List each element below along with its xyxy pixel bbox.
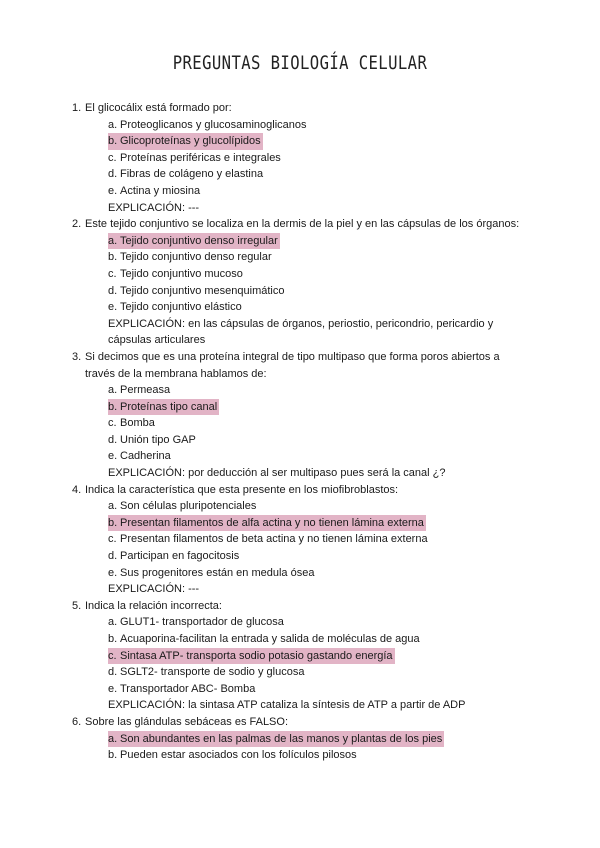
- option-letter: a.: [108, 732, 118, 745]
- answer-option: [108, 747, 532, 764]
- option-letter: a.: [108, 384, 118, 397]
- answer-option-content: [108, 117, 307, 134]
- answer-option: [108, 614, 532, 631]
- option-text: Fibras de colágeno y elastina: [120, 168, 264, 181]
- answer-option-content: [108, 166, 263, 183]
- correct-answer-highlight: [108, 233, 280, 250]
- option-text: Pueden estar asociados con los folículos pilosos: [120, 749, 357, 762]
- option-letter: e.: [108, 301, 118, 314]
- answer-option: [108, 266, 532, 283]
- answer-option: [108, 299, 532, 316]
- correct-answer-highlight: [108, 399, 219, 416]
- answer-option-content: [108, 498, 256, 515]
- option-letter: e.: [108, 184, 118, 197]
- answer-option: [108, 681, 532, 698]
- question-item: [72, 100, 532, 216]
- option-letter: b.: [108, 251, 118, 264]
- option-letter: c.: [108, 649, 117, 662]
- option-letter: d.: [108, 284, 118, 297]
- question-number: 4.: [72, 483, 82, 496]
- answer-option: [108, 399, 532, 416]
- option-text: Participan en fagocitosis: [120, 550, 240, 563]
- answer-option: [108, 233, 532, 250]
- answer-options: [108, 117, 532, 200]
- option-text: Tejido conjuntivo mesenquimático: [120, 284, 285, 297]
- option-letter: e.: [108, 450, 118, 463]
- answer-option: [108, 448, 532, 465]
- question-header: [72, 216, 532, 233]
- option-letter: b.: [108, 135, 118, 148]
- question-item: [72, 349, 532, 482]
- option-text: Acuaporina-facilitan la entrada y salida de moléculas de agua: [120, 633, 420, 645]
- answer-option-content: [108, 266, 243, 283]
- option-text: SGLT2- transporte de sodio y glucosa: [120, 666, 305, 679]
- option-text: Proteoglicanos y glucosaminoglicanos: [120, 118, 307, 131]
- answer-option-content: [108, 631, 420, 648]
- question-item: [72, 598, 532, 714]
- correct-answer-highlight: [108, 731, 444, 748]
- option-text: Actina y miosina: [120, 184, 201, 197]
- question-text: Sobre las glándulas sebáceas es FALSO:: [85, 715, 289, 728]
- option-letter: d.: [108, 433, 118, 446]
- question-item: [72, 482, 532, 598]
- answer-option-content: [108, 531, 428, 548]
- option-letter: d.: [108, 168, 118, 181]
- answer-options: [108, 233, 532, 316]
- answer-option: [108, 133, 532, 150]
- answer-option-content: [108, 432, 196, 449]
- page-title: PREGUNTAS BIOLOGÍA CELULAR: [172, 52, 428, 74]
- answer-option-content: [108, 382, 170, 399]
- option-letter: c.: [108, 151, 117, 164]
- question-item: [72, 714, 532, 764]
- option-text: Tejido conjuntivo mucoso: [120, 267, 243, 280]
- question-list: [72, 100, 532, 764]
- answer-option-content: [108, 249, 272, 266]
- answer-option-content: [108, 548, 239, 565]
- correct-answer-highlight: [108, 133, 263, 150]
- answer-option-content: [108, 664, 304, 681]
- explanation-text: EXPLICACIÓN: ---: [108, 583, 200, 596]
- option-text: Transportador ABC- Bomba: [120, 682, 256, 695]
- answer-options: [108, 731, 532, 764]
- question-number: 3.: [72, 350, 82, 363]
- explanation-text: EXPLICACIÓN: ---: [108, 201, 200, 214]
- correct-answer-highlight: [108, 648, 395, 665]
- question-text: Si decimos que es una proteína integral de tipo multipaso que forma poros abiertos a través de la membrana hablamos de:: [85, 350, 500, 380]
- answer-option-content: [108, 150, 281, 167]
- answer-option-content: [108, 614, 284, 631]
- answer-option: [108, 664, 532, 681]
- answer-option: [108, 117, 532, 134]
- answer-option-content: [108, 565, 314, 582]
- question-number: 2.: [72, 218, 82, 231]
- answer-option-content: [108, 283, 284, 300]
- explanation-text: EXPLICACIÓN: la sintasa ATP cataliza la síntesis de ATP a partir de ADP: [108, 699, 466, 712]
- question-header: [72, 482, 532, 499]
- answer-option: [108, 648, 532, 665]
- option-letter: a.: [108, 234, 118, 247]
- option-letter: b.: [108, 400, 118, 413]
- answer-option: [108, 498, 532, 515]
- answer-option: [108, 515, 532, 532]
- option-text: Tejido conjuntivo elástico: [120, 301, 242, 314]
- option-letter: a.: [108, 500, 118, 513]
- answer-options: [108, 498, 532, 581]
- answer-option: [108, 283, 532, 300]
- explanation-text: EXPLICACIÓN: por deducción al ser multipaso pues será la canal ¿?: [108, 467, 446, 480]
- option-text: Cadherina: [120, 450, 171, 463]
- option-text: Presentan filamentos de beta actina y no tienen lámina externa: [120, 533, 428, 546]
- option-text: Tejido conjuntivo denso irregular: [120, 234, 278, 247]
- answer-option-content: [108, 448, 171, 465]
- answer-option: [108, 249, 532, 266]
- answer-option-content: [108, 747, 357, 764]
- answer-option: [108, 565, 532, 582]
- option-text: Sintasa ATP- transporta sodio potasio gastando energía: [120, 649, 393, 662]
- option-text: Bomba: [120, 417, 155, 430]
- option-text: Unión tipo GAP: [120, 433, 196, 446]
- answer-option: [108, 166, 532, 183]
- question-item: [72, 216, 532, 349]
- answer-option: [108, 432, 532, 449]
- option-letter: c.: [108, 417, 117, 430]
- option-text: Presentan filamentos de alfa actina y no tienen lámina externa: [120, 516, 424, 529]
- answer-options: [108, 382, 532, 465]
- option-letter: a.: [108, 118, 118, 131]
- question-text: Este tejido conjuntivo se localiza en la dermis de la piel y en las cápsulas de los órganos:: [85, 218, 520, 231]
- question-number: 5.: [72, 599, 82, 612]
- question-header: [72, 100, 532, 117]
- option-letter: e.: [108, 566, 118, 579]
- option-letter: d.: [108, 550, 118, 563]
- option-text: Proteínas periféricas e integrales: [120, 151, 281, 164]
- option-text: Glicoproteínas y glucolípidos: [120, 135, 261, 148]
- question-header: [72, 714, 532, 731]
- answer-option: [108, 183, 532, 200]
- explanation-text: EXPLICACIÓN: en las cápsulas de órganos, periostio, pericondrio, pericardio y cápsulas articulares: [108, 317, 494, 347]
- option-text: Permeasa: [120, 384, 171, 397]
- answer-option: [108, 382, 532, 399]
- option-letter: b.: [108, 633, 118, 645]
- question-header: [72, 349, 532, 382]
- answer-option-content: [108, 183, 200, 200]
- answer-option: [108, 150, 532, 167]
- option-letter: a.: [108, 616, 118, 629]
- question-header: [72, 598, 532, 615]
- answer-options: [108, 614, 532, 697]
- option-text: Son abundantes en las palmas de las manos y plantas de los pies: [120, 732, 443, 745]
- option-letter: b.: [108, 749, 118, 762]
- option-letter: b.: [108, 516, 118, 529]
- option-text: GLUT1- transportador de glucosa: [120, 616, 284, 629]
- option-text: Son células pluripotenciales: [120, 500, 257, 513]
- option-text: Tejido conjuntivo denso regular: [120, 251, 272, 264]
- answer-option: [108, 731, 532, 748]
- answer-option-content: [108, 681, 255, 698]
- answer-option-content: [108, 299, 242, 316]
- option-letter: e.: [108, 682, 118, 695]
- option-letter: d.: [108, 666, 118, 679]
- question-text: El glicocálix está formado por:: [85, 102, 232, 114]
- question-text: Indica la característica que esta presente en los miofibroblastos:: [85, 483, 399, 496]
- option-letter: c.: [108, 533, 117, 546]
- answer-option: [108, 548, 532, 565]
- answer-option-content: [108, 415, 155, 432]
- question-number: 1.: [72, 102, 82, 114]
- answer-option: [108, 531, 532, 548]
- option-letter: c.: [108, 267, 117, 280]
- question-number: 6.: [72, 715, 82, 728]
- option-text: Proteínas tipo canal: [120, 400, 218, 413]
- option-text: Sus progenitores están en medula ósea: [120, 566, 315, 579]
- question-text: Indica la relación incorrecta:: [85, 599, 222, 612]
- answer-option: [108, 631, 532, 648]
- correct-answer-highlight: [108, 515, 426, 532]
- answer-option: [108, 415, 532, 432]
